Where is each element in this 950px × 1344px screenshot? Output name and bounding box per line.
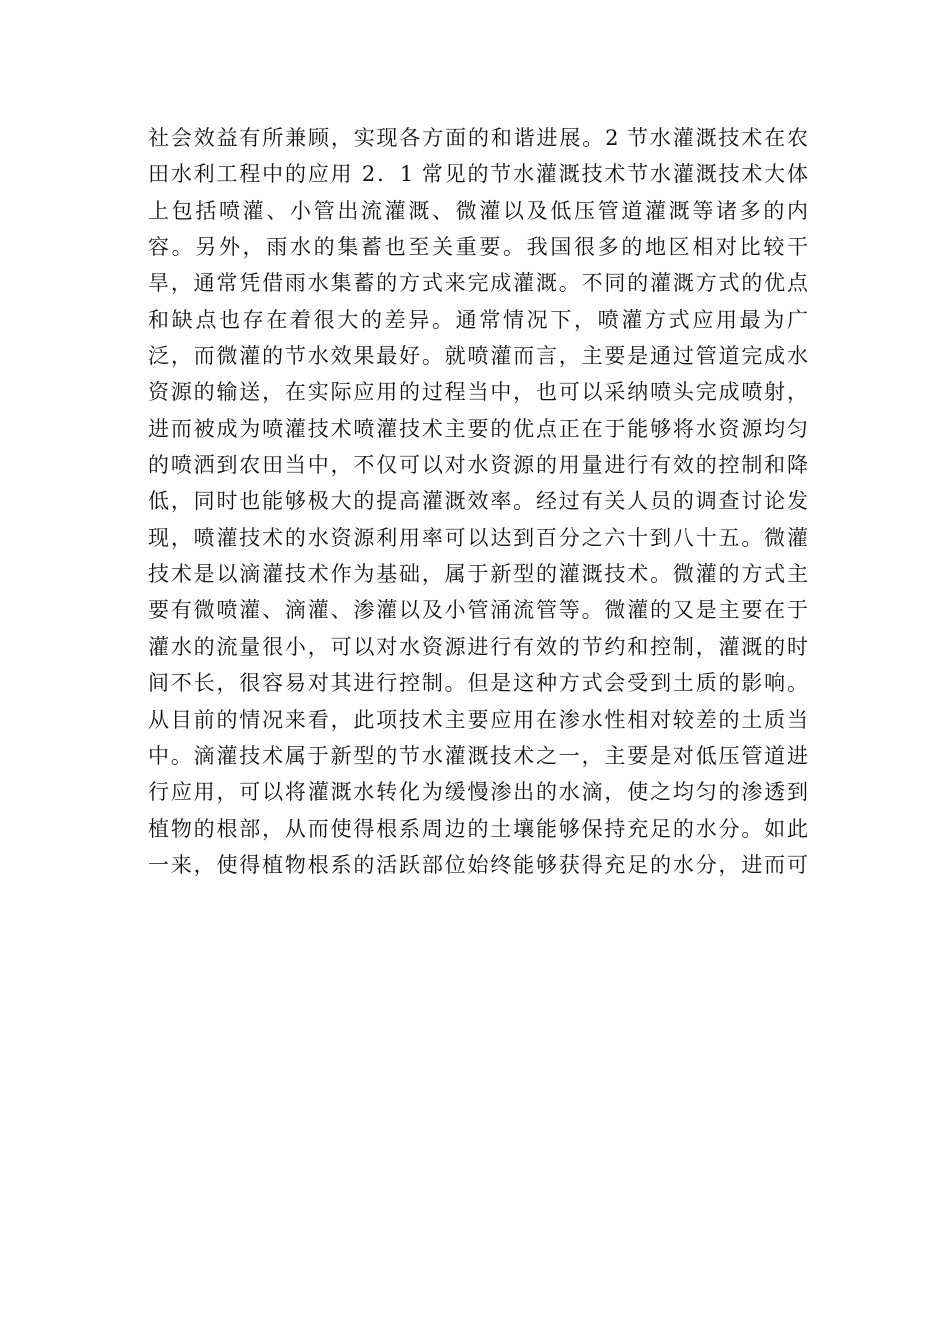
text-line: 一来，使得植物根系的活跃部位始终能够获得充足的水分，进而可 — [148, 852, 808, 877]
text-line: 中。滴灌技术属于新型的节水灌溉技术之一，主要是对低压管道进 — [148, 743, 808, 768]
body-text — [148, 120, 808, 883]
text-line: 现，喷灌技术的水资源利用率可以达到百分之六十到八十五。微灌 — [148, 525, 808, 550]
text-line: 资源的输送，在实际应用的过程当中，也可以采纳喷头完成喷射， — [148, 380, 808, 405]
text-line: 行应用，可以将灌溉水转化为缓慢渗出的水滴，使之均匀的渗透到 — [148, 780, 808, 805]
text-line: 植物的根部，从而使得根系周边的土壤能够保持充足的水分。如此 — [148, 816, 808, 841]
text-line: 的喷洒到农田当中，不仅可以对水资源的用量进行有效的控制和降 — [148, 453, 808, 478]
text-line: 泛，而微灌的节水效果最好。就喷灌而言，主要是通过管道完成水 — [148, 344, 808, 369]
text-line: 进而被成为喷灌技术喷灌技术主要的优点正在于能够将水资源均匀 — [148, 416, 808, 441]
text-line: 从目前的情况来看，此项技术主要应用在渗水性相对较差的土质当 — [148, 707, 808, 732]
text-line: 间不长，很容易对其进行控制。但是这种方式会受到土质的影响。 — [148, 671, 808, 696]
text-line: 社会效益有所兼顾，实现各方面的和谐进展。2 节水灌溉技术在农 — [148, 126, 808, 150]
text-line: 上包括喷灌、小管出流灌溉、微灌以及低压管道灌溉等诸多的内 — [148, 198, 808, 223]
text-line: 田水利工程中的应用 2．1 常见的节水灌溉技术节水灌溉技术大体 — [148, 162, 808, 187]
text-line: 灌水的流量很小，可以对水资源进行有效的节约和控制，灌溉的时 — [148, 634, 808, 659]
text-line: 和缺点也存在着很大的差异。通常情况下，喷灌方式应用最为广 — [148, 307, 808, 332]
text-line: 旱，通常凭借雨水集蓄的方式来完成灌溉。不同的灌溉方式的优点 — [148, 271, 808, 296]
text-line: 低，同时也能够极大的提高灌溉效率。经过有关人员的调查讨论发 — [148, 489, 808, 514]
text-line: 技术是以滴灌技术作为基础，属于新型的灌溉技术。微灌的方式主 — [148, 562, 808, 587]
text-line: 容。另外，雨水的集蓄也至关重要。我国很多的地区相对比较干 — [148, 235, 808, 260]
text-line: 要有微喷灌、滴灌、渗灌以及小管涌流管等。微灌的又是主要在于 — [148, 598, 808, 623]
